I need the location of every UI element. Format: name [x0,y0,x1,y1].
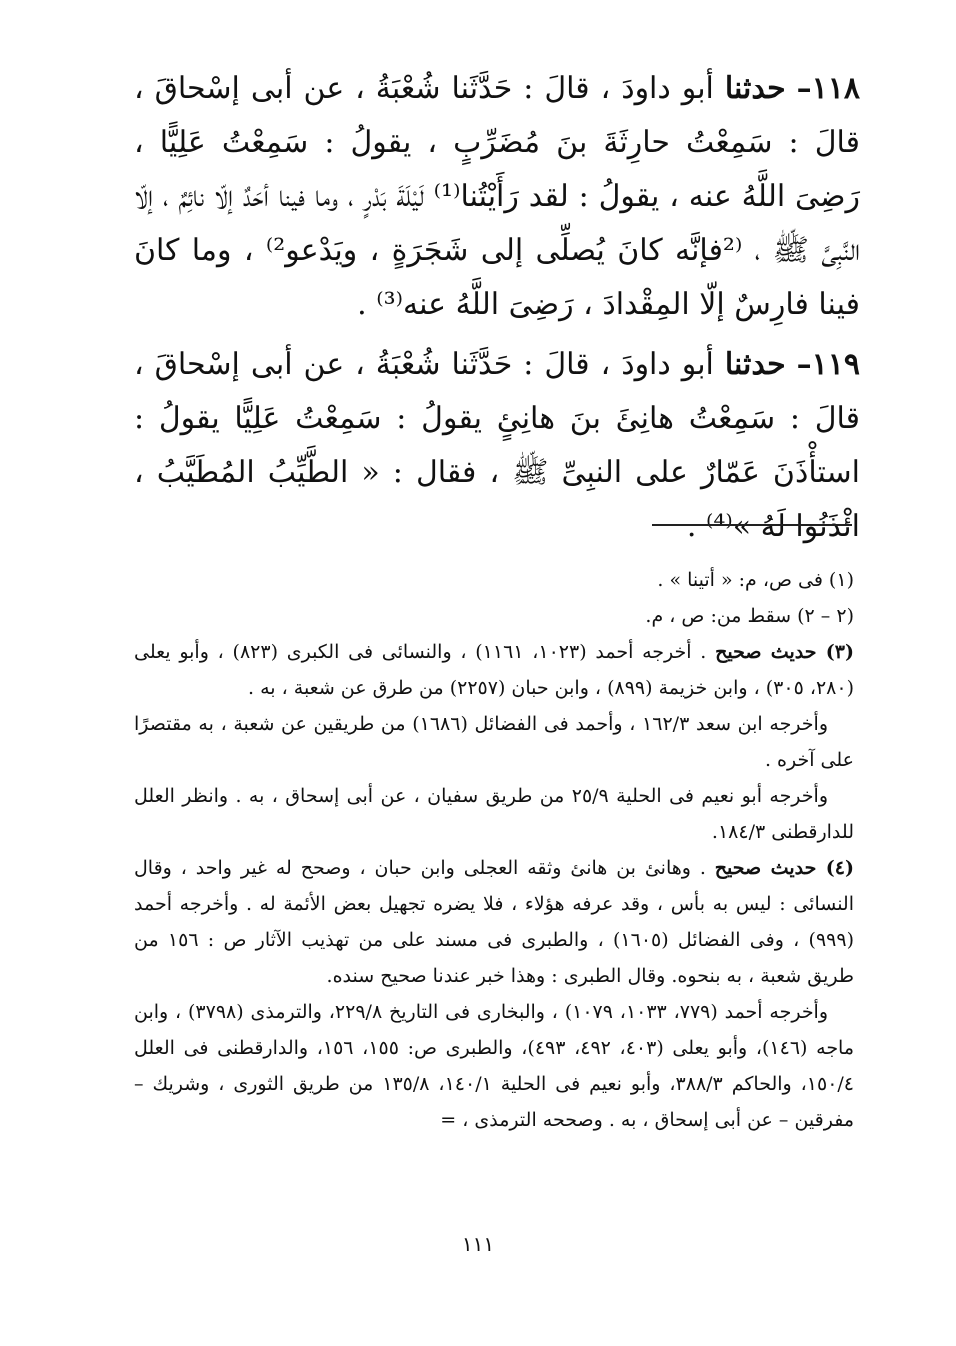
hadith-head: حدثنا [724,71,786,106]
footnote-4-continued: وأخرجه أحمد (٧٧٩، ١٠٣٣، ١٠٧٩) ، والبخارى فى التاريخ ٢٢٩/٨، والترمذى (٣٧٩٨) ، وابن ماجه (١٤٦)، وأبو يعلى (٤٠٣، ٤٩٢، ٤٩٣)، والطبرى ص: ١٥٥، ١٥٦، والدارقطنى فى العلل ١٥٠/٤، والحاكم ٣٨٨/٣، وأبو نعيم فى الحلية ١٤٠/١، ١٣٥/٨ من طريق الثورى ، وشريك – مفرقين – عن أبى إسحاق ، به . وصححه الترمذى ، = [134,1001,855,1131]
footnote-4: (٤) حديث صحيح . وهانئ بن هانئ وثقه العجلى وابن حبان ، وصحح له غير واحد ، وقال النسائى : ليس به بأس ، وقد عرفه هؤلاء ، فلا يضره تجهيل بعض الأئمة له . وأخرجه أحمد (٩٩٩) ، وفى الفضائل (١٦٠٥) ، والطبرى فى مسند على من تهذيب الآثار ص : ١٥٦ من طريق شعبة ، به بنحوه. وقال الطبرى : وهذا خبر عندنا صحيح سنده. [134,857,854,987]
hadith-number: ١١٨– [796,71,860,106]
page-number: ١١١ [461,1232,495,1256]
main-text [134,62,860,554]
footnote-separator [652,524,852,526]
footnote-1: (١) فى ص، م: « أتينا » . [657,569,854,591]
hadith-text: أبو داودَ ، قالَ : حَدَّثَنا شُعْبَةُ ، عن أبى إسْحاقَ ، قالَ : سَمِعْتُ هانِئَ بنَ هانِئٍ يقولُ : سَمِعْتُ عَلِيًّا يقولُ : استأْذَنَ عَمّارٌ على النبِىِّ ﷺ ، فقال : « الطَّيِّبُ المُطَيَّبُ ، ائْذَنُوا لَهُ »⁽⁴⁾ . [134,347,860,544]
footnote-3-continued: وأخرجه أبو نعيم فى الحلية ٢٥/٩ من طريق سفيان ، عن أبى إسحاق ، به . وانظر العلل للدارقطنى ١٨٤/٣. [134,785,854,843]
hadith-number: ١١٩– [796,347,860,382]
hadith-head: حدثنا [724,347,786,382]
hadith-119 [134,338,860,554]
footnotes [134,562,854,1138]
footnote-2: (٢ – ٢) سقط من: ص ، م. [645,605,854,627]
footnote-3: (٣) حديث صحيح . أخرجه أحمد (١٠٢٣، ١١٦١) ، والنسائى فى الكبرى (٨٢٣) ، وأبو يعلى (٢٨٠، ٣٠٥) ، وابن خزيمة (٨٩٩) ، وابن حبان (٢٢٥٧) من طرق عن شعبة ، به . [134,641,855,699]
hadith-text: أبو داودَ ، قالَ : حَدَّثَنا شُعْبَةُ ، عن أبى إسْحاقَ ، قالَ : سَمِعْتُ حارِثَةَ بنَ مُضَرِّبٍ ، يقولُ : سَمِعْتُ عَلِيًّا ، رَضِىَ اللَّهُ عنه ، يقولُ : لقد رَأَيْتُنا⁽¹⁾ لَيْلَةَ بَدْرٍ ، وما فينا أحَدٌ إلّا نائِمٌ ، إلّا النَّبِىَّ ﷺ ، ⁽²فإنَّه كانَ يُصلِّى إلى شَجَرَةٍ ، ويَدْعو²⁾ ، وما كانَ فينا فارِسٌ إلّا المِقْدادَ ، رَضِىَ اللَّهُ عنه⁽³⁾ . [134,71,861,322]
hadith-118 [134,62,860,338]
footnote-3-continued: وأخرجه ابن سعد ١٦٢/٣ ، وأحمد فى الفضائل (١٦٨٦) من طريقين عن شعبة ، به مقتصرًا على آخره . [134,713,854,771]
